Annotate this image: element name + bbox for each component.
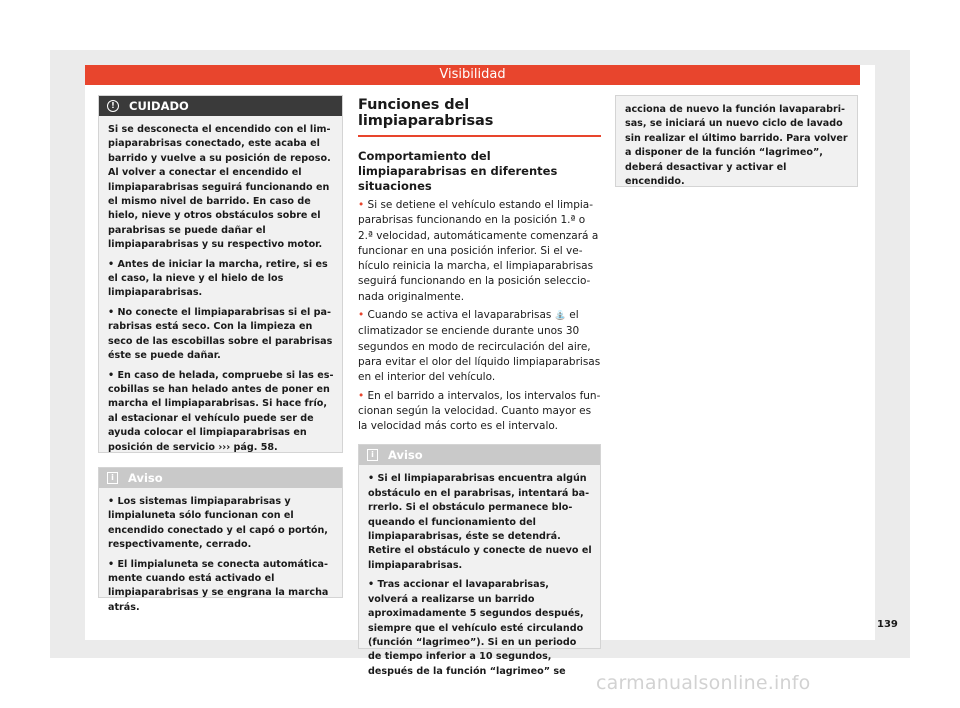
continuation-text: acciona de nuevo la función lavaparabrisas, se iniciará un nuevo ciclo de lavado sin realizar el último barrido. Para volver a disponer de la función “lagrimeo”, deberá desactivar y activar el encendido. [625,104,848,188]
caution-item: • Antes de iniciar la marcha, retire, si es el caso, la nieve y el hielo de los limpiaparabrisas. [108,258,328,299]
aviso-title: Aviso [388,448,423,463]
aviso-item: • Los sistemas limpiaparabrisas y limpialuneta sólo funcionan con el encendido conectado y el capó o portón, respectivamente, cerrado. [108,496,328,551]
aviso-box-middle [358,444,601,677]
continuation-body [616,96,857,197]
middle-column [358,95,601,677]
aviso-box-left [98,467,343,613]
paragraph: • En el barrido a intervalos, los intervalos funcionan según la velocidad. Cuanto mayor es la velocidad más corto es el intervalo. [358,389,601,433]
info-square-icon: i [367,449,378,461]
paragraph: • Si se detiene el vehículo estando el limpiaparabrisas funcionando en la posición 1.ª o 2.ª velocidad, automáticamente comenzará a funcionar en una posición inferior. Si el vehículo reinicia la marcha, el limpiaparabrisas seguirá funcionando en la posición seleccionada originalmente. [358,199,599,303]
info-square-icon: i [107,472,118,484]
section-title: Funciones del limpiaparabrisas [358,97,601,137]
aviso-item: • Si el limpiaparabrisas encuentra algún obstáculo en el parabrisas, intentará barrerlo. Si el obstáculo permanece bloqueando el funcionamiento del limpiaparabrisas, éste se detendrá. Retire el obstáculo y conecte de nuevo el limpiaparabrisas. [368,473,592,571]
info-circle-icon: ! [107,100,119,112]
left-column [98,95,343,613]
aviso-title: Aviso [128,471,163,485]
watermark: carmanualsonline.info [596,672,811,694]
caution-title: CUIDADO [129,99,189,113]
caution-item: • En caso de helada, compruebe si las escobillas se han helado antes de poner en marcha el limpiaparabrisas. Si hace frío, al estacionar el vehículo puede ser de ayuda colocar el limpiaparabrisas en posición de servicio ››› pág. 58. [108,369,334,453]
caution-header [99,96,342,116]
aviso-item: • El limpialuneta se conecta automáticamente cuando está activado el limpiaparabrisas y se engrana la marcha atrás. [108,558,329,613]
aviso-body [359,465,600,687]
page-link[interactable]: ››› pág. 58. [218,441,278,453]
caution-intro: Si se desconecta el encendido con el limpiaparabrisas conectado, este acaba el barrido y vuelve a su posición de reposo. Al volver a conectar el encendido el limpiaparabrisas seguirá funcionando en el mismo nivel de barrido. En caso de hielo, nieve y otros obstáculos sobre el parabrisas se puede dañar el limpiaparabrisas y su respectivo motor. [108,124,331,251]
paragraph: • Cuando se activa el lavaparabrisas ⛲ el climatizador se enciende durante unos 30 segundos en modo de recirculación del aire, para evitar el olor del líquido limpiaparabrisas en el interior del vehículo. [358,309,601,384]
aviso-item: • Tras accionar el lavaparabrisas, volverá a realizarse un barrido aproximadamente 5 segundos después, siempre que el vehículo esté circulando (función “lagrimeo”). Si en un periodo de tiempo inferior a 10 segundos, después de la función “lagrimeo” se [368,579,584,677]
caution-box [98,95,343,453]
aviso-header [99,468,342,488]
aviso-continuation-box [615,95,858,187]
caution-body [99,116,342,463]
aviso-body [99,488,342,623]
section-header: Visibilidad [85,65,860,85]
section-subtitle: Comportamiento del limpiaparabrisas en diferentes situaciones [358,149,558,193]
page-number: 139 [877,619,898,630]
right-column [615,95,858,187]
washer-icon: ⛲ [554,311,566,322]
caution-item: • No conecte el limpiaparabrisas si el parabrisas está seco. Con la limpieza en seco de las escobillas sobre el parabrisas éste se puede dañar. [108,306,333,362]
aviso-header [359,445,600,465]
